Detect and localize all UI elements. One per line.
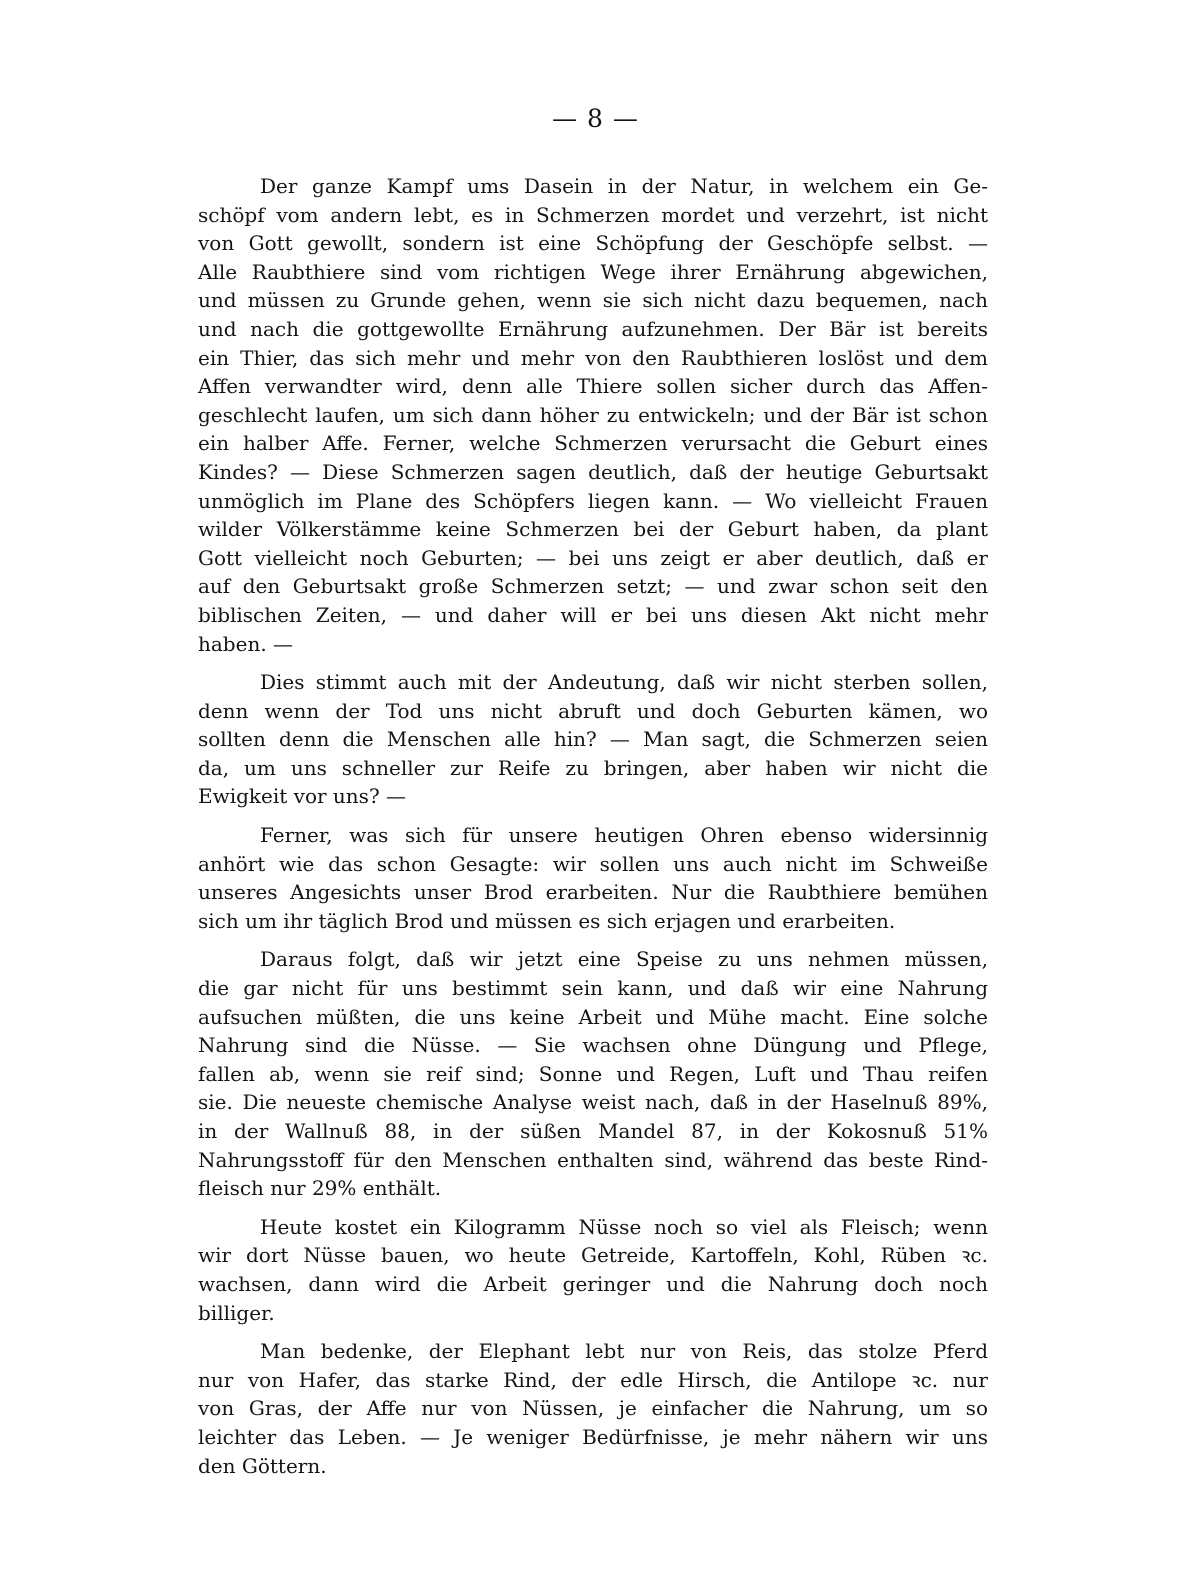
text-line: denn wenn der Tod uns nicht abruft und doch Geburten kämen, wo [198, 698, 988, 723]
paragraph [198, 1213, 988, 1327]
text-line: Affen verwandter wird, denn alle Thiere sollen sicher durch das Affen- [198, 374, 988, 399]
text-line: da, um uns schneller zur Reife zu bringen, aber haben wir nicht die [198, 755, 988, 780]
text-line: die gar nicht für uns bestimmt sein kann, und daß wir eine Nahrung [198, 976, 988, 1001]
text-line: Der ganze Kampf ums Dasein in der Natur, in welchem ein Ge- [260, 174, 988, 198]
text-line: Daraus folgt, daß wir jetzt eine Speise zu uns nehmen müssen, [260, 947, 988, 972]
text-line: Dies stimmt auch mit der Andeutung, daß wir nicht sterben sollen, [260, 670, 988, 695]
text-line: sich um ihr täglich Brod und müssen es sich erjagen und erarbeiten. [198, 908, 896, 933]
text-line: und müssen zu Grunde gehen, wenn sie sich nicht dazu bequemen, nach [198, 288, 988, 313]
paragraph [198, 1337, 988, 1480]
text-line: Kindes? — Diese Schmerzen sagen deutlich, daß der heutige Geburtsakt [198, 459, 988, 484]
paragraph [198, 821, 988, 935]
text-line: anhört wie das schon Gesagte: wir sollen uns auch nicht im Schweiße [198, 851, 988, 876]
text-line: von Gras, der Affe nur von Nüssen, je einfacher die Nahrung, um so [198, 1396, 988, 1421]
paragraph [198, 668, 988, 811]
text-line: wachsen, dann wird die Arbeit geringer und die Nahrung doch noch [198, 1271, 988, 1296]
text-line: Man bedenke, der Elephant lebt nur von Reis, das stolze Pferd [260, 1339, 988, 1364]
text-body [198, 172, 988, 1490]
text-line: und nach die gottgewollte Ernährung aufzunehmen. Der Bär ist bereits [198, 316, 988, 341]
text-line: haben. — [198, 631, 294, 656]
text-line: Ewigkeit vor uns? — [198, 784, 407, 809]
text-line: unseres Angesichts unser Brod erarbeiten. Nur die Raubthiere bemühen [198, 880, 988, 905]
text-line: Alle Raubthiere sind vom richtigen Wege ihrer Ernährung abgewichen, [198, 259, 988, 284]
text-line: sie. Die neueste chemische Analyse weist nach, daß in der Haselnuß 89%, [198, 1090, 988, 1115]
paragraph [198, 172, 988, 658]
text-line: biblischen Zeiten, — und daher will er bei uns diesen Akt nicht mehr [198, 602, 988, 627]
text-line: sollten denn die Menschen alle hin? — Man sagt, die Schmerzen seien [198, 727, 988, 752]
text-line: ein halber Affe. Ferner, welche Schmerzen verursacht die Geburt eines [198, 431, 988, 456]
text-line: ein Thier, das sich mehr und mehr von den Raubthieren loslöst und dem [198, 345, 988, 370]
text-line: fallen ab, wenn sie reif sind; Sonne und Regen, Luft und Thau reifen [198, 1061, 988, 1086]
text-line: Gott vielleicht noch Geburten; — bei uns zeigt er aber deutlich, daß er [198, 545, 988, 570]
text-line: auf den Geburtsakt große Schmerzen setzt; — und zwar schon seit den [198, 574, 988, 599]
text-line: aufsuchen müßten, die uns keine Arbeit und Mühe macht. Eine solche [198, 1004, 988, 1029]
text-line: den Göttern. [198, 1453, 327, 1478]
text-line: Ferner, was sich für unsere heutigen Ohren ebenso widersinnig [260, 823, 988, 848]
text-line: unmöglich im Plane des Schöpfers liegen kann. — Wo vielleicht Frauen [198, 488, 988, 513]
text-line: wilder Völkerstämme keine Schmerzen bei der Geburt haben, da plant [198, 517, 988, 542]
text-line: von Gott gewollt, sondern ist eine Schöpfung der Geschöpfe selbst. — [198, 231, 988, 256]
text-line: geschlecht laufen, um sich dann höher zu entwickeln; und der Bär ist schon [198, 402, 988, 427]
text-line: billiger. [198, 1300, 275, 1325]
text-line: Nahrungsstoff für den Menschen enthalten sind, während das beste Rind- [198, 1147, 988, 1172]
paragraph [198, 945, 988, 1202]
text-line: fleisch nur 29% enthält. [198, 1176, 442, 1201]
text-line: leichter das Leben. — Je weniger Bedürfnisse, je mehr nähern wir uns [198, 1424, 988, 1449]
text-line: Nahrung sind die Nüsse. — Sie wachsen ohne Düngung und Pflege, [198, 1033, 988, 1058]
page-number: — 8 — [552, 104, 639, 133]
text-line: Heute kostet ein Kilogramm Nüsse noch so viel als Fleisch; wenn [260, 1214, 988, 1239]
text-line: nur von Hafer, das starke Rind, der edle Hirsch, die Antilope ꝛc. nur [198, 1367, 988, 1392]
text-line: wir dort Nüsse bauen, wo heute Getreide, Kartoffeln, Kohl, Rüben ꝛc. [198, 1243, 988, 1268]
text-line: in der Wallnuß 88, in der süßen Mandel 87, in der Kokosnuß 51% [198, 1119, 988, 1143]
text-line: schöpf vom andern lebt, es in Schmerzen mordet und verzehrt, ist nicht [198, 202, 988, 227]
